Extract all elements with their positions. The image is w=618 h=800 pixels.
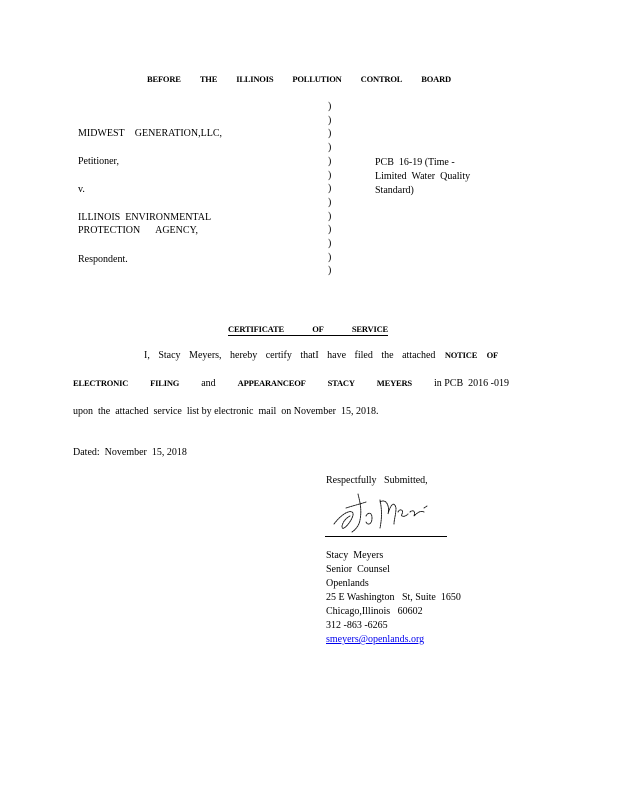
respondent-role: Respondent. bbox=[78, 254, 128, 265]
paren: ) bbox=[328, 183, 332, 195]
heading-word: BEFORE bbox=[147, 74, 181, 84]
stacy-label: STACY bbox=[327, 378, 355, 388]
heading-word: BOARD bbox=[421, 74, 451, 84]
respondent-name-line1 bbox=[78, 212, 214, 223]
heading-word: ILLINOIS bbox=[236, 74, 274, 84]
case-line: Limited Water Quality bbox=[375, 171, 471, 182]
signature-block bbox=[326, 549, 461, 647]
certificate-text: I, Stacy Meyers, hereby certify thatI have filed the attached bbox=[144, 350, 436, 361]
certificate-line-3 bbox=[73, 406, 378, 417]
respondent-name-part: PROTECTION bbox=[78, 225, 141, 236]
petitioner-role: Petitioner, bbox=[78, 156, 119, 167]
handwritten-signature bbox=[330, 486, 430, 534]
certificate-title bbox=[228, 324, 388, 336]
petitioner-name-part: MIDWEST bbox=[78, 128, 125, 139]
paren: ) bbox=[328, 128, 332, 140]
board-heading bbox=[147, 74, 451, 84]
heading-word: THE bbox=[199, 74, 218, 84]
paren: ) bbox=[328, 265, 332, 277]
signer-title: Senior Counsel bbox=[326, 564, 390, 575]
paren: ) bbox=[328, 224, 332, 236]
notice-label: NOTICE bbox=[444, 350, 478, 360]
paren: ) bbox=[328, 101, 332, 112]
signature-line bbox=[325, 536, 447, 537]
certificate-text: upon the attached service list by electronic mail on November 15, 2018. bbox=[73, 406, 379, 417]
signer-phone: 312 -863 -6265 bbox=[326, 620, 388, 631]
dated-line: Dated: November 15, 2018 bbox=[73, 447, 187, 458]
heading-word: POLLUTION bbox=[292, 74, 342, 84]
case-number bbox=[375, 156, 479, 198]
signer-org: Openlands bbox=[326, 578, 369, 589]
respondent-name-text: ILLINOIS ENVIRONMENTAL bbox=[78, 212, 212, 223]
certificate-title-word: SERVICE bbox=[351, 324, 388, 334]
filing-label: FILING bbox=[150, 378, 180, 388]
paren: ) bbox=[328, 155, 332, 167]
of-label: OF bbox=[486, 350, 498, 360]
paren: ) bbox=[328, 210, 332, 222]
closing: Respectfully Submitted, bbox=[326, 475, 428, 486]
meyers-label: MEYERS bbox=[376, 378, 412, 388]
signer-address-1: 25 E Washington St, Suite 1650 bbox=[326, 592, 461, 603]
petitioner-name-part: GENERATION,LLC, bbox=[134, 128, 222, 139]
versus: v. bbox=[78, 184, 85, 195]
certificate-line-1 bbox=[144, 350, 498, 361]
case-line: Standard) bbox=[375, 185, 414, 196]
heading-word: CONTROL bbox=[360, 74, 403, 84]
caption-parens bbox=[328, 100, 331, 278]
respondent-name-part: AGENCY, bbox=[155, 225, 198, 236]
signer-name: Stacy Meyers bbox=[326, 550, 384, 561]
paren: ) bbox=[328, 114, 332, 126]
certificate-line-2 bbox=[73, 378, 509, 389]
paren: ) bbox=[328, 142, 332, 154]
case-line: PCB 16-19 (Time - bbox=[375, 157, 455, 168]
signer-address-2: Chicago,Illinois 60602 bbox=[326, 606, 423, 617]
respondent-name-line2 bbox=[78, 225, 198, 236]
appearance-label: APPEARANCEOF bbox=[237, 378, 306, 388]
signer-email-link[interactable]: smeyers@openlands.org bbox=[326, 634, 425, 645]
paren: ) bbox=[328, 196, 332, 208]
paren: ) bbox=[328, 169, 332, 181]
paren: ) bbox=[328, 251, 332, 263]
certificate-title-word: OF bbox=[312, 324, 324, 334]
certificate-title-word: CERTIFICATE bbox=[228, 324, 284, 334]
electronic-label: ELECTRONIC bbox=[73, 378, 129, 388]
and-text: and bbox=[201, 378, 216, 389]
paren: ) bbox=[328, 238, 332, 250]
petitioner-name bbox=[78, 128, 222, 139]
pcb-number: in PCB 2016 -019 bbox=[433, 378, 509, 389]
